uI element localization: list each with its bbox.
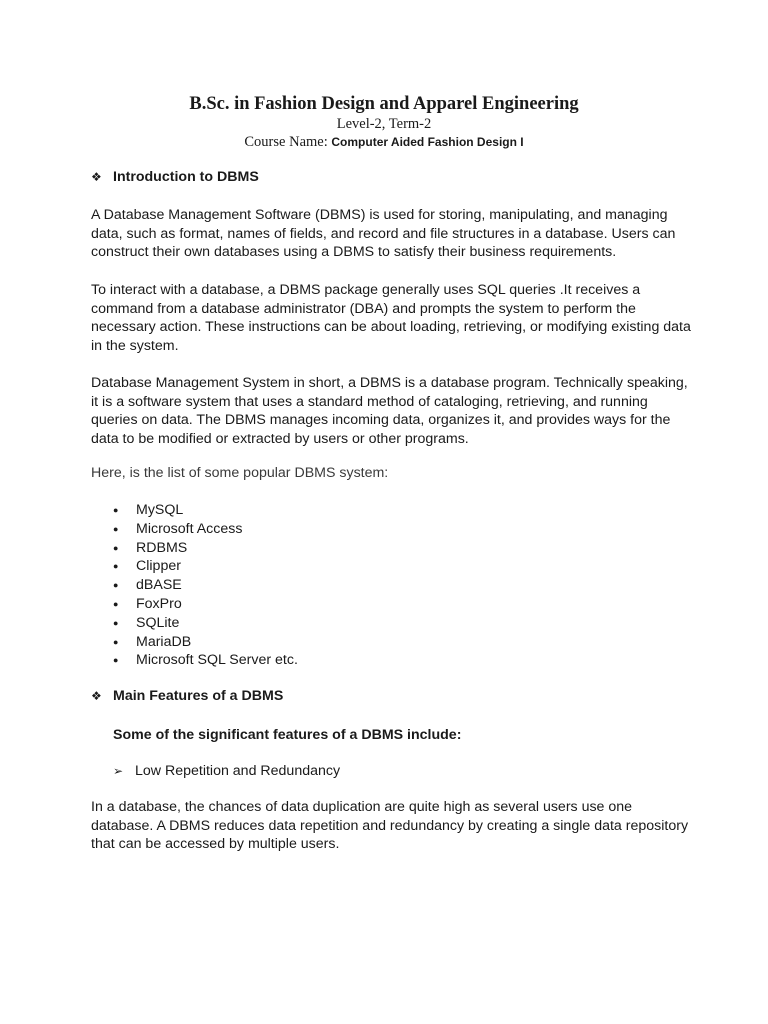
list-intro: Here, is the list of some popular DBMS system:	[91, 465, 389, 481]
course-name: Computer Aided Fashion Design I	[331, 135, 524, 149]
list-item: ● MySQL	[113, 502, 184, 518]
list-item: ● SQLite	[113, 614, 180, 631]
feature-paragraph: In a database, the chances of data duplication are quite high as several users use one database. A DBMS reduces data repetition and redundancy by creating a single data repository that can be accessed by multiple users.	[91, 799, 689, 853]
section-heading-intro: Introduction to DBMS	[113, 169, 259, 185]
list-item: ● Microsoft Access	[113, 520, 243, 537]
list-item: ● RDBMS	[113, 539, 188, 556]
list-item: ● FoxPro	[113, 595, 182, 612]
arrow-bullet-icon: ➢	[113, 764, 124, 778]
level-term: Level-2, Term-2	[336, 116, 432, 132]
bullet-icon: ●	[113, 655, 119, 666]
list-item: ● Microsoft SQL Server etc.	[113, 652, 298, 669]
bullet-icon: ●	[113, 561, 119, 572]
bullet-icon: ●	[113, 542, 119, 553]
bullet-icon: ●	[113, 636, 119, 647]
list-item: ● Clipper	[113, 558, 181, 575]
list-item: ● dBASE	[113, 577, 182, 594]
course-label: Course Name:	[244, 134, 332, 150]
bullet-icon: ●	[113, 523, 119, 534]
diamond-bullet-icon: ❖	[91, 689, 102, 703]
bullet-icon: ●	[113, 505, 119, 515]
feature-title: Low Repetition and Redundancy	[135, 763, 341, 779]
diamond-bullet-icon: ❖	[91, 170, 102, 184]
course-line	[0, 133, 768, 152]
list-item: ● MariaDB	[113, 633, 192, 650]
bullet-icon: ●	[113, 580, 119, 591]
bullet-icon: ●	[113, 598, 119, 609]
document-title: B.Sc. in Fashion Design and Apparel Engineering	[189, 94, 579, 114]
dbms-list	[112, 501, 298, 670]
features-subheading: Some of the significant features of a DBMS include:	[113, 727, 462, 743]
bullet-icon: ●	[113, 617, 119, 628]
intro-paragraph-3: Database Management System in short, a DBMS is a database program. Technically speaking, it is a software system that uses a standard method of cataloging, retrieving, and running queries on data. The DBMS manages incoming data, organizes it, and provides ways for the data to be modified or extracted by users or other programs.	[91, 375, 688, 447]
section-heading-features: Main Features of a DBMS	[113, 688, 284, 704]
intro-paragraph-1: A Database Management Software (DBMS) is used for storing, manipulating, and managing data, such as format, names of fields, and record and file structures in a database. Users can construct their own databases using a DBMS to satisfy their business requirements.	[91, 207, 676, 261]
intro-paragraph-2: To interact with a database, a DBMS package generally uses SQL queries .It receives a command from a database administrator (DBA) and prompts the system to perform the necessary action. These instructions can be about loading, retrieving, or modifying existing data in the system.	[91, 282, 691, 354]
